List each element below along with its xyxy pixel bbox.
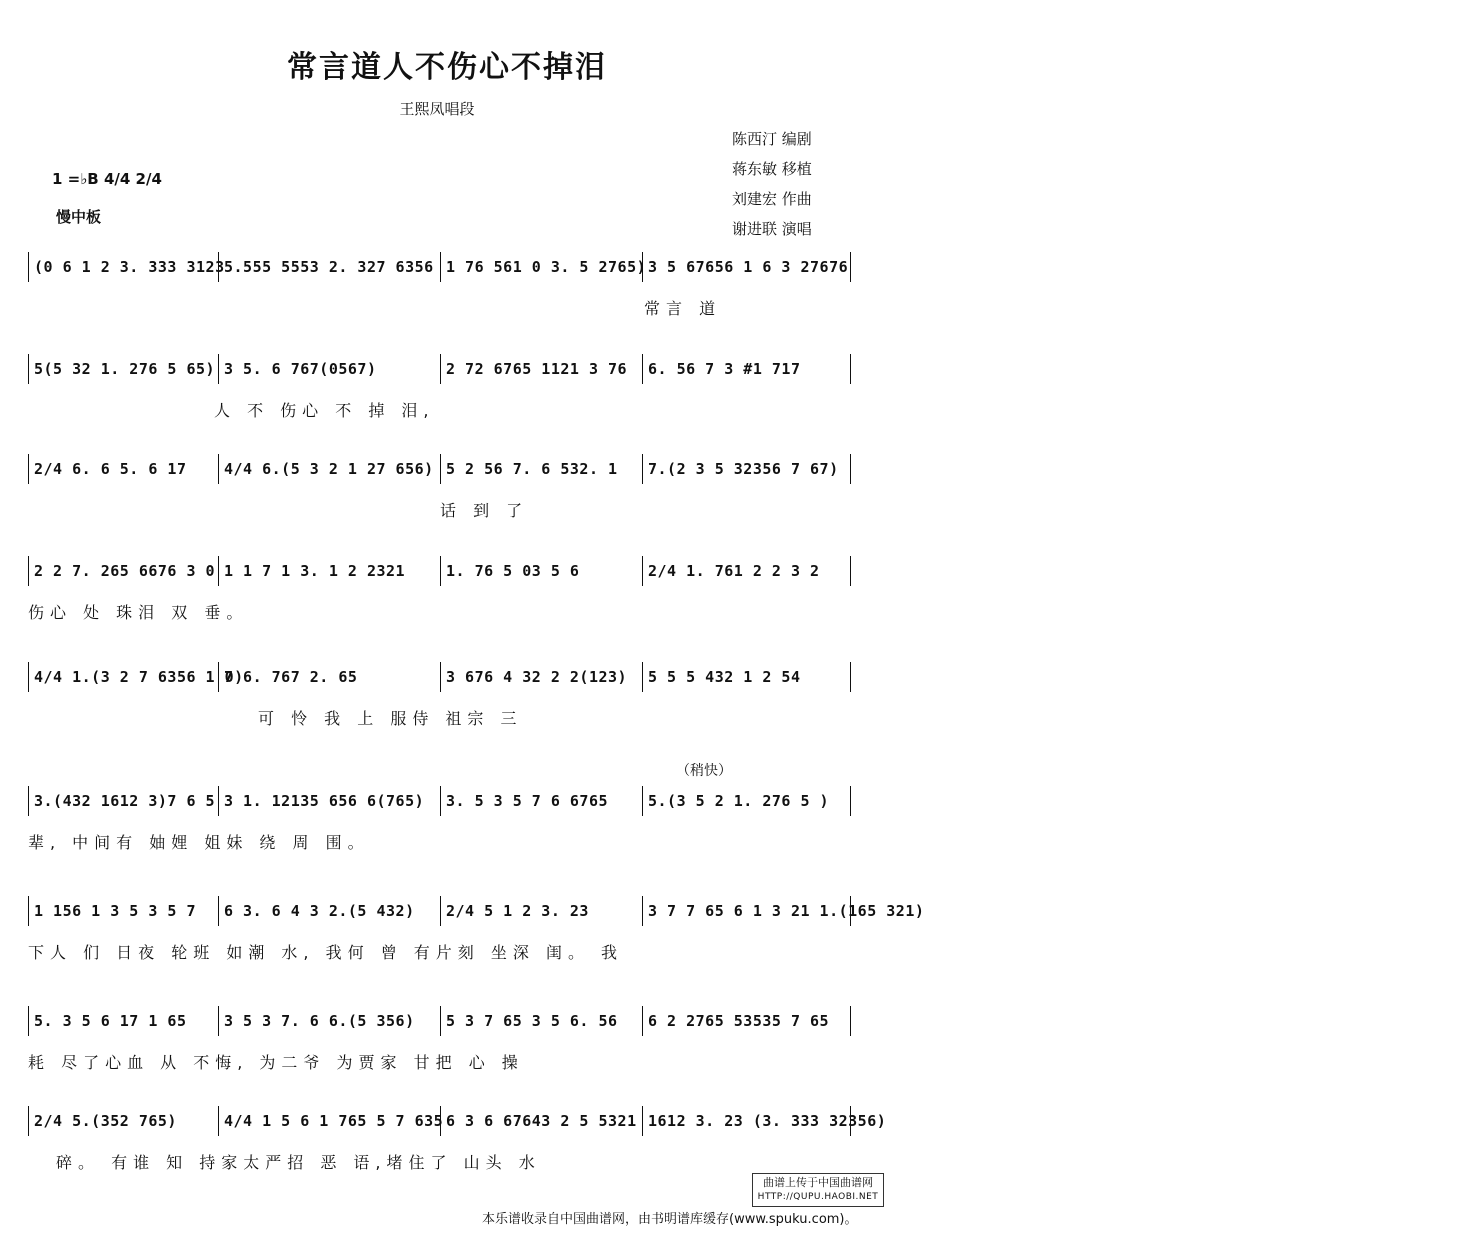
bar-line: [440, 786, 441, 816]
bar-line: [28, 1006, 29, 1036]
bar-line: [28, 662, 29, 692]
measure-group: 6. 56 7 3 #1 717: [648, 360, 801, 378]
lyrics-line: 辈, 中间有 妯娌 姐妹 绕 周 围。: [28, 833, 370, 852]
bar-line: [218, 556, 219, 586]
measure-group: 6 3. 6 4 3 2.(5 432): [224, 902, 415, 920]
bar-line: [440, 662, 441, 692]
key-signature: 1 =♭B 4/4 2/4: [52, 170, 162, 188]
bar-line: [850, 1006, 851, 1036]
bar-line: [440, 556, 441, 586]
measure-group: 2/4 1. 761 2 2 3 2: [648, 562, 820, 580]
bar-line: [28, 252, 29, 282]
lyrics-line: 常言 道: [644, 299, 722, 318]
credit-composer: 刘建宏 作曲: [732, 190, 812, 208]
bar-line: [642, 556, 643, 586]
measure-group: 4/4 1 5 6 1 765 5 7 635: [224, 1112, 444, 1130]
tempo-marking: 慢中板: [56, 208, 102, 226]
bar-line: [642, 354, 643, 384]
lyrics-line: 碎。 有谁 知 持家太严招 恶 语,堵住了 山头 水: [56, 1153, 541, 1172]
bar-line: [440, 1006, 441, 1036]
measure-group: 3 5. 6 767(0567): [224, 360, 377, 378]
bar-line: [642, 786, 643, 816]
credit-singer: 谢进联 演唱: [732, 220, 812, 238]
measure-group: 1 1 7 1 3. 1 2 2321: [224, 562, 406, 580]
measure-group: 1 76 561 0 3. 5 2765): [446, 258, 647, 276]
bar-line: [850, 662, 851, 692]
notation-line: [28, 1010, 852, 1040]
measure-group: 2 2 7. 265 6676 3 0: [34, 562, 216, 580]
bar-line: [850, 556, 851, 586]
bar-line: [28, 896, 29, 926]
bar-line: [218, 454, 219, 484]
notation-line: [28, 560, 852, 590]
bar-line: [218, 896, 219, 926]
bar-line: [28, 354, 29, 384]
bar-line: [642, 454, 643, 484]
measure-group: 5 3 7 65 3 5 6. 56: [446, 1012, 618, 1030]
bar-line: [850, 354, 851, 384]
page-subtitle: 王熙凤唱段: [399, 100, 475, 118]
measure-group: (0 6 1 2 3. 333 3123: [34, 258, 225, 276]
bar-line: [440, 354, 441, 384]
bar-line: [440, 896, 441, 926]
bar-line: [28, 454, 29, 484]
measure-group: 1 156 1 3 5 3 5 7: [34, 902, 197, 920]
bar-line: [642, 1006, 643, 1036]
lyrics-line: 人 不 伤心 不 掉 泪,: [214, 401, 435, 420]
measure-group: 1. 76 5 03 5 6: [446, 562, 580, 580]
bar-line: [28, 556, 29, 586]
watermark-line2: HTTP://QUPU.HAOBI.NET: [757, 1192, 879, 1202]
bar-line: [440, 454, 441, 484]
watermark: [752, 1173, 884, 1207]
measure-group: 2/4 6. 6 5. 6 17: [34, 460, 187, 478]
notation-line: [28, 358, 852, 388]
measure-group: 5. 3 5 6 17 1 65: [34, 1012, 187, 1030]
page-title: 常言道人不伤心不掉泪: [287, 50, 607, 85]
bar-line: [28, 786, 29, 816]
measure-group: 7.(2 3 5 32356 7 67): [648, 460, 839, 478]
credits: [732, 124, 882, 244]
lyrics-line: 耗 尽了心血 从 不悔, 为二爷 为贾家 甘把 心 操: [28, 1053, 524, 1072]
measure-group: 3.(432 1612 3)7 6 5: [34, 792, 216, 810]
measure-group: 2/4 5 1 2 3. 23: [446, 902, 589, 920]
bar-line: [642, 662, 643, 692]
bar-line: [218, 786, 219, 816]
watermark-line1: 曲谱上传于中国曲谱网: [763, 1176, 873, 1189]
tempo-change: （稍快）: [676, 763, 732, 779]
notation-line: [28, 900, 925, 930]
bar-line: [28, 1106, 29, 1136]
measure-group: 3 5 67656 1 6 3 27676: [648, 258, 849, 276]
footer-note: 本乐谱收录自中国曲谱网，由书明谱库缓存(www.spuku.com)。: [482, 1212, 858, 1227]
bar-line: [218, 1006, 219, 1036]
bar-line: [642, 1106, 643, 1136]
measure-group: 5 2 56 7. 6 532. 1: [446, 460, 618, 478]
lyrics-line: 伤心 处 珠泪 双 垂。: [28, 603, 249, 622]
bar-line: [642, 896, 643, 926]
bar-line: [218, 1106, 219, 1136]
notation-line: [28, 256, 852, 286]
bar-line: [440, 252, 441, 282]
bar-line: [850, 786, 851, 816]
measure-group: 3 1. 12135 656 6(765): [224, 792, 425, 810]
notation-line: [28, 1110, 887, 1140]
credit-playwright: 陈西汀 编剧: [732, 130, 812, 148]
notation-line: [28, 458, 852, 488]
measure-group: 3 5 3 7. 6 6.(5 356): [224, 1012, 415, 1030]
measure-group: 3 676 4 32 2 2(123): [446, 668, 628, 686]
notation-line: [28, 666, 852, 696]
credit-adaptation: 蒋东敏 移植: [732, 160, 812, 178]
bar-line: [218, 354, 219, 384]
measure-group: 7 6. 767 2. 65: [224, 668, 358, 686]
measure-group: 5 5 5 432 1 2 54: [648, 668, 801, 686]
measure-group: 4/4 1.(3 2 7 6356 1 0): [34, 668, 244, 686]
lyrics-line: 下人 们 日夜 轮班 如潮 水, 我何 曾 有片刻 坐深 闺。 我: [28, 943, 624, 962]
lyrics-line: 可 怜 我 上 服侍 祖宗 三: [258, 709, 523, 728]
notation-line: [28, 790, 852, 820]
measure-group: 6 2 2765 53535 7 65: [648, 1012, 830, 1030]
measure-group: 5.(3 5 2 1. 276 5 ): [648, 792, 830, 810]
bar-line: [850, 252, 851, 282]
measure-group: 1612 3. 23 (3. 333 32356): [648, 1112, 887, 1130]
lyrics-line: 话 到 了: [440, 501, 529, 520]
measure-group: 2/4 5.(352 765): [34, 1112, 177, 1130]
measure-group: 2 72 6765 1121 3 76: [446, 360, 628, 378]
measure-group: 6 3 6 67643 2 5 5321: [446, 1112, 637, 1130]
measure-group: 3. 5 3 5 7 6 6765: [446, 792, 609, 810]
measure-group: 5.555 5553 2. 327 6356: [224, 258, 434, 276]
measure-group: 4/4 6.(5 3 2 1 27 656): [224, 460, 434, 478]
measure-group: 5(5 32 1. 276 5 65): [34, 360, 216, 378]
measure-group: 3 7 7 65 6 1 3 21 1.(165 321): [648, 902, 925, 920]
bar-line: [850, 454, 851, 484]
